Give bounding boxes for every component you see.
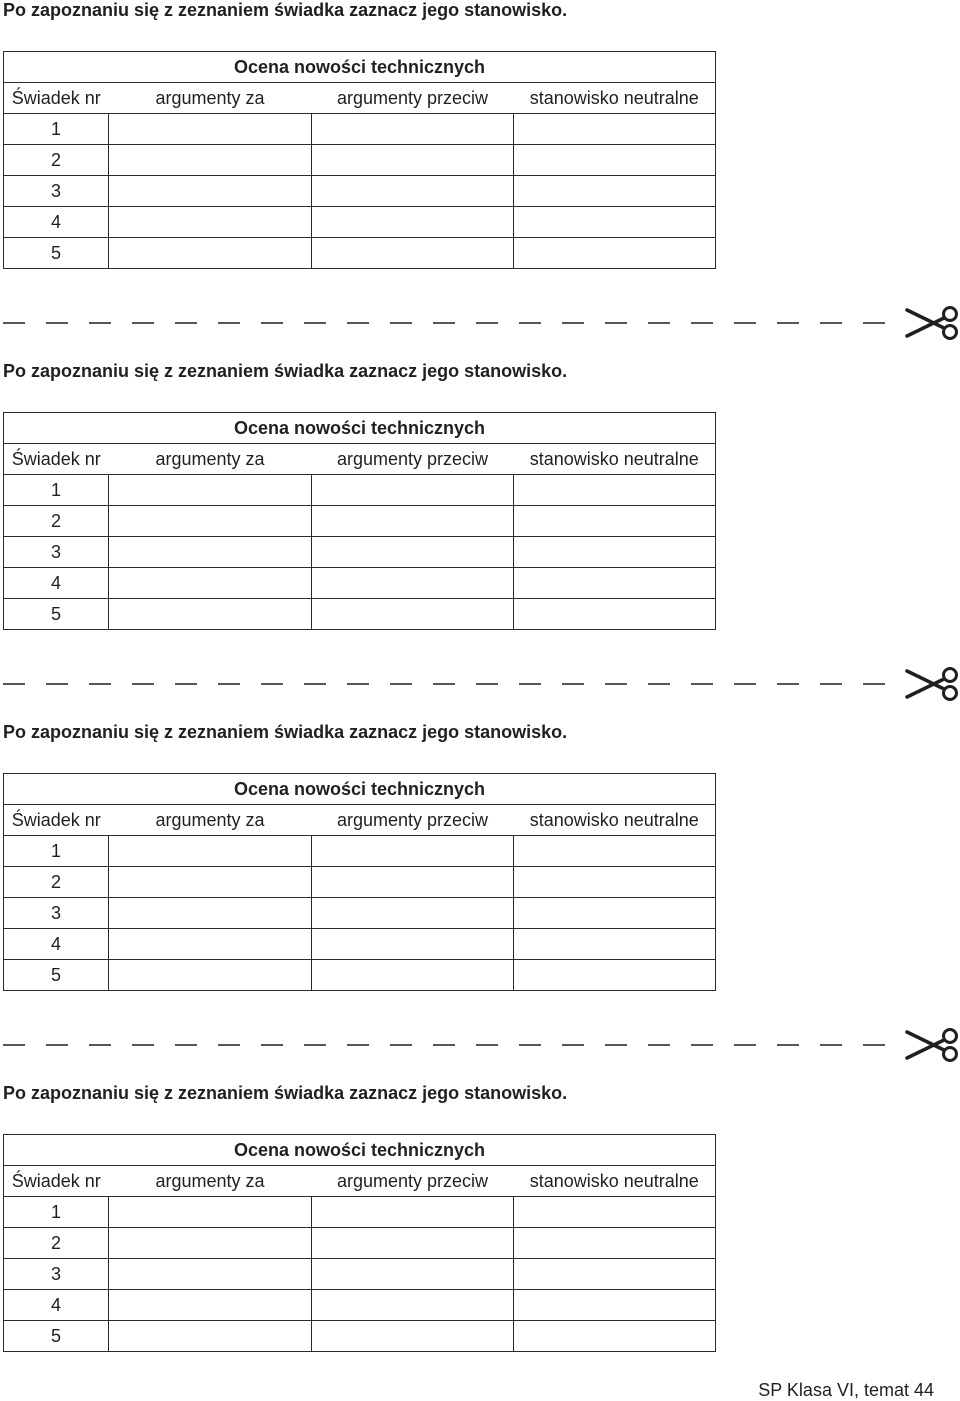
- arguments-for-cell: [109, 145, 312, 176]
- arguments-against-cell: [312, 898, 514, 929]
- table-title: Ocena nowości technicznych: [4, 413, 716, 444]
- neutral-position-cell: [514, 238, 716, 269]
- evaluation-table: [3, 773, 716, 991]
- scissors-icon: [904, 666, 960, 702]
- table-row: [4, 599, 716, 630]
- table-row: [4, 475, 716, 506]
- witness-number: 4: [4, 568, 109, 599]
- neutral-position-cell: [514, 537, 716, 568]
- table-row: [4, 1290, 716, 1321]
- neutral-position-cell: [514, 1197, 716, 1228]
- arguments-against-cell: [312, 114, 514, 145]
- page-footer: SP Klasa VI, temat 44: [758, 1380, 934, 1400]
- arguments-for-cell: [109, 599, 312, 630]
- scissors-icon: [904, 305, 960, 341]
- table-row: [4, 145, 716, 176]
- arguments-against-cell: [312, 568, 514, 599]
- table-row: [4, 836, 716, 867]
- witness-number: 3: [4, 1259, 109, 1290]
- arguments-for-cell: [109, 568, 312, 599]
- table-header-row: [4, 444, 716, 475]
- arguments-against-cell: [312, 1228, 514, 1259]
- column-header-witness-number: Świadek nr: [4, 1166, 109, 1197]
- neutral-position-cell: [514, 867, 716, 898]
- arguments-for-cell: [109, 898, 312, 929]
- witness-number: 5: [4, 599, 109, 630]
- arguments-against-cell: [312, 207, 514, 238]
- witness-number: 5: [4, 960, 109, 991]
- arguments-against-cell: [312, 929, 514, 960]
- neutral-position-cell: [514, 506, 716, 537]
- column-header-arguments-against: argumenty przeciw: [312, 83, 514, 114]
- arguments-against-cell: [312, 238, 514, 269]
- arguments-for-cell: [109, 929, 312, 960]
- witness-number: 2: [4, 1228, 109, 1259]
- column-header-witness-number: Świadek nr: [4, 444, 109, 475]
- neutral-position-cell: [514, 1228, 716, 1259]
- table-title: Ocena nowości technicznych: [4, 52, 716, 83]
- table-row: [4, 1228, 716, 1259]
- arguments-against-cell: [312, 1259, 514, 1290]
- table-row: [4, 568, 716, 599]
- instruction-heading: Po zapoznaniu się z zeznaniem świadka zaznacz jego stanowisko.: [3, 361, 568, 381]
- table-row: [4, 1259, 716, 1290]
- table-title-row: [4, 774, 716, 805]
- arguments-for-cell: [109, 1197, 312, 1228]
- column-header-neutral-position: stanowisko neutralne: [514, 1166, 716, 1197]
- table-row: [4, 898, 716, 929]
- neutral-position-cell: [514, 475, 716, 506]
- witness-number: 5: [4, 238, 109, 269]
- arguments-for-cell: [109, 836, 312, 867]
- column-header-arguments-against: argumenty przeciw: [312, 1166, 514, 1197]
- arguments-against-cell: [312, 537, 514, 568]
- witness-number: 1: [4, 836, 109, 867]
- column-header-arguments-against: argumenty przeciw: [312, 444, 514, 475]
- table-row: [4, 114, 716, 145]
- worksheet-slip: [0, 361, 960, 722]
- table-title: Ocena nowości technicznych: [4, 774, 716, 805]
- arguments-for-cell: [109, 1290, 312, 1321]
- worksheet-slip: [0, 1083, 960, 1363]
- arguments-for-cell: [109, 1228, 312, 1259]
- neutral-position-cell: [514, 1321, 716, 1352]
- arguments-for-cell: [109, 960, 312, 991]
- arguments-for-cell: [109, 207, 312, 238]
- column-header-neutral-position: stanowisko neutralne: [514, 444, 716, 475]
- table-row: [4, 929, 716, 960]
- neutral-position-cell: [514, 960, 716, 991]
- arguments-against-cell: [312, 475, 514, 506]
- arguments-against-cell: [312, 1197, 514, 1228]
- evaluation-table: [3, 1134, 716, 1352]
- witness-number: 3: [4, 176, 109, 207]
- column-header-arguments-against: argumenty przeciw: [312, 805, 514, 836]
- column-header-neutral-position: stanowisko neutralne: [514, 83, 716, 114]
- table-title: Ocena nowości technicznych: [4, 1135, 716, 1166]
- dashed-cut-line: [3, 321, 893, 325]
- arguments-for-cell: [109, 506, 312, 537]
- evaluation-table: [3, 51, 716, 269]
- arguments-against-cell: [312, 1290, 514, 1321]
- neutral-position-cell: [514, 114, 716, 145]
- column-header-witness-number: Świadek nr: [4, 805, 109, 836]
- column-header-arguments-for: argumenty za: [109, 1166, 312, 1197]
- table-title-row: [4, 413, 716, 444]
- arguments-against-cell: [312, 506, 514, 537]
- arguments-for-cell: [109, 176, 312, 207]
- neutral-position-cell: [514, 568, 716, 599]
- table-row: [4, 537, 716, 568]
- neutral-position-cell: [514, 1259, 716, 1290]
- table-title-row: [4, 52, 716, 83]
- arguments-against-cell: [312, 145, 514, 176]
- worksheet-slip: [0, 0, 960, 361]
- table-row: [4, 960, 716, 991]
- column-header-neutral-position: stanowisko neutralne: [514, 805, 716, 836]
- column-header-arguments-for: argumenty za: [109, 805, 312, 836]
- neutral-position-cell: [514, 599, 716, 630]
- arguments-against-cell: [312, 1321, 514, 1352]
- arguments-for-cell: [109, 475, 312, 506]
- witness-number: 1: [4, 114, 109, 145]
- arguments-for-cell: [109, 1259, 312, 1290]
- instruction-heading: Po zapoznaniu się z zeznaniem świadka zaznacz jego stanowisko.: [3, 0, 568, 20]
- arguments-for-cell: [109, 537, 312, 568]
- witness-number: 1: [4, 475, 109, 506]
- witness-number: 1: [4, 1197, 109, 1228]
- witness-number: 3: [4, 898, 109, 929]
- table-row: [4, 238, 716, 269]
- table-header-row: [4, 805, 716, 836]
- arguments-against-cell: [312, 836, 514, 867]
- column-header-arguments-for: argumenty za: [109, 83, 312, 114]
- dashed-cut-line: [3, 1043, 893, 1047]
- column-header-arguments-for: argumenty za: [109, 444, 312, 475]
- witness-number: 2: [4, 867, 109, 898]
- neutral-position-cell: [514, 898, 716, 929]
- witness-number: 4: [4, 207, 109, 238]
- instruction-heading: Po zapoznaniu się z zeznaniem świadka zaznacz jego stanowisko.: [3, 1083, 568, 1103]
- neutral-position-cell: [514, 836, 716, 867]
- table-row: [4, 207, 716, 238]
- evaluation-table: [3, 412, 716, 630]
- arguments-for-cell: [109, 238, 312, 269]
- dashed-cut-line: [3, 682, 893, 686]
- neutral-position-cell: [514, 176, 716, 207]
- neutral-position-cell: [514, 207, 716, 238]
- neutral-position-cell: [514, 1290, 716, 1321]
- neutral-position-cell: [514, 145, 716, 176]
- arguments-for-cell: [109, 1321, 312, 1352]
- arguments-for-cell: [109, 867, 312, 898]
- table-header-row: [4, 1166, 716, 1197]
- worksheet-slip: [0, 722, 960, 1083]
- table-row: [4, 1197, 716, 1228]
- scissors-icon: [904, 1027, 960, 1063]
- witness-number: 5: [4, 1321, 109, 1352]
- arguments-against-cell: [312, 176, 514, 207]
- witness-number: 4: [4, 929, 109, 960]
- table-header-row: [4, 83, 716, 114]
- neutral-position-cell: [514, 929, 716, 960]
- arguments-against-cell: [312, 599, 514, 630]
- witness-number: 3: [4, 537, 109, 568]
- table-row: [4, 1321, 716, 1352]
- table-row: [4, 506, 716, 537]
- column-header-witness-number: Świadek nr: [4, 83, 109, 114]
- arguments-against-cell: [312, 867, 514, 898]
- table-row: [4, 176, 716, 207]
- arguments-for-cell: [109, 114, 312, 145]
- witness-number: 2: [4, 145, 109, 176]
- table-row: [4, 867, 716, 898]
- arguments-against-cell: [312, 960, 514, 991]
- witness-number: 2: [4, 506, 109, 537]
- instruction-heading: Po zapoznaniu się z zeznaniem świadka zaznacz jego stanowisko.: [3, 722, 568, 742]
- table-title-row: [4, 1135, 716, 1166]
- witness-number: 4: [4, 1290, 109, 1321]
